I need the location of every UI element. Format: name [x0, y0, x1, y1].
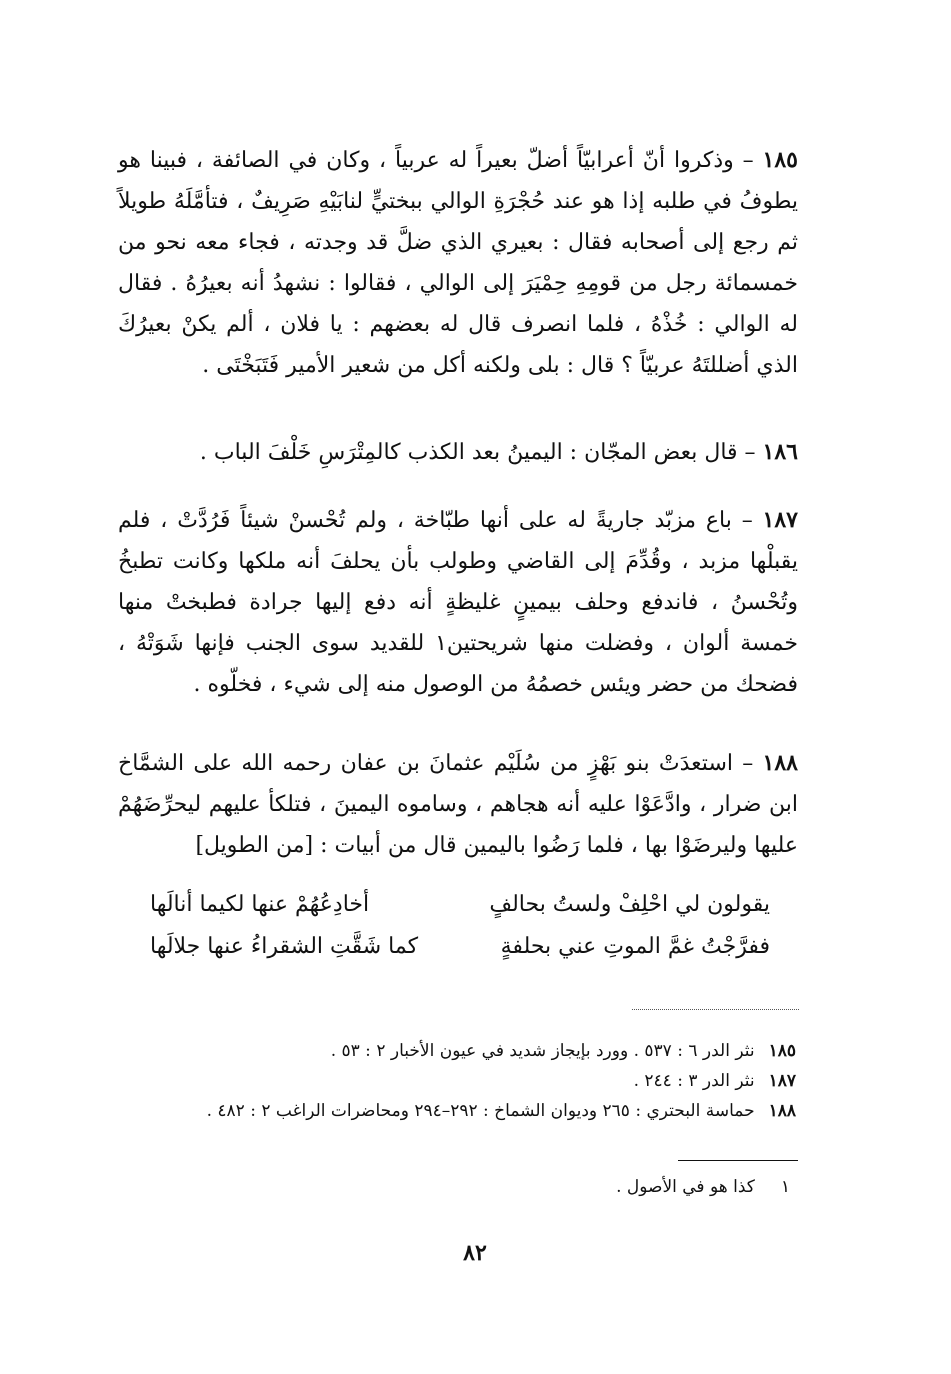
footnote-text: نثر الدر ٦ : ٥٣٧ . وورد بإيجاز شديد في عيون الأخبار ٢ : ٥٣ .: [330, 1041, 755, 1061]
source-footnotes: [120, 1036, 796, 1126]
footnote: [120, 1096, 796, 1126]
footnote-number: ١٨٧: [768, 1071, 796, 1091]
paragraph-188: [118, 743, 798, 866]
paragraph-number: ١٨٧: [762, 507, 798, 533]
verse-second-hemistich: أخادِعُهُمْ عنها لكيما أنالَها: [150, 892, 370, 917]
footnotes-divider: [632, 1009, 799, 1010]
margin-note-divider: [678, 1160, 798, 1161]
footnote-text: حماسة البحتري : ٢٦٥ وديوان الشماخ : ٢٩٢–٢٩٤ ومحاضرات الراغب ٢ : ٤٨٢ .: [206, 1101, 755, 1121]
paragraph-text: – باع مزبّد جاريةً له على أنها طبّاخة ، ولم تُحْسنْ شيئاً فَرُدَّتْ ، فلم يقبلْها مزبد ، وقُدِّمَ إلى القاضي وطولب بأن يحلفَ أنه ملكها وكانت تطبخُ وتُحْسنُ ، فاندفع وحلف بيمينٍ غليظةٍ أنه دفع إليها جرادة فطبختْ منها خمسة ألوان ، وفضلت منها شريحتين١ للقديد سوى الجنب فإنها شَوَتْهُ ، فضحك من حضر ويئس خصمُهُ من الوصول منه إلى شيء ، فخلّوه .: [118, 508, 799, 697]
verse-first-hemistich: ففرَّجْتُ غمَّ الموتِ عني بحلفةٍ: [500, 934, 770, 959]
verse-second-hemistich: كما شَقَّتِ الشقراءُ عنها جلالَها: [150, 934, 419, 959]
poem-verse: [150, 884, 770, 968]
footnote: [120, 1036, 796, 1066]
margin-note-number: ١: [780, 1177, 790, 1197]
paragraph-187: [118, 500, 798, 705]
paragraph-number: ١٨٨: [762, 750, 798, 776]
footnote-text: نثر الدر ٣ : ٢٤٤ .: [633, 1071, 755, 1091]
footnote-number: ١٨٨: [768, 1101, 796, 1121]
footnote-number: ١٨٥: [768, 1041, 796, 1061]
margin-note-text: كذا هو في الأصول .: [616, 1177, 755, 1197]
paragraph-186: [118, 432, 798, 473]
paragraph-text: – قال بعض المجّان : اليمينُ بعد الكذب كالمِتْرَسِ خَلْفَ الباب .: [199, 440, 763, 465]
paragraph-number: ١٨٦: [762, 439, 798, 465]
footnote: [120, 1066, 796, 1096]
paragraph-185: [118, 140, 798, 386]
verse-line: [150, 884, 770, 926]
paragraph-text: – استعدَتْ بنو بَهْزٍ من سُلَيْم عثمانَ بن عفان رحمه الله على الشمَّاخ ابن ضرار ، وادَّعَوْا عليه أنه هجاهم ، وساموه اليمينَ ، فتلكأ عليهم ليحرِّضَهُمْ عليها وليرضَوْا بها ، فلما رَضُوا باليمين قال من أبيات : [من الطويل]: [118, 751, 798, 858]
verse-first-hemistich: يقولون لي احْلِفْ ولستُ بحالفٍ: [489, 892, 770, 917]
page-number: ٨٢: [463, 1240, 487, 1266]
paragraph-number: ١٨٥: [762, 147, 798, 173]
verse-line: [150, 926, 770, 968]
paragraph-text: – وذكروا أنّ أعرابيّاً أضلّ بعيراً له عربياً ، وكان في الصائفة ، فبينا هو يطوفُ في طلبه إذا هو عند حُجْرَةِ الوالي ببختيٍّ لنابَيْهِ صَرِيفٌ ، فتأمَّلَهُ طويلاً ثم رجع إلى أصحابه فقال : بعيري الذي ضلَّ قد وجدته ، فجاء معه نحو من خمسمائة رجل من قومِهِ حِمْيَرَ إلى الوالي ، فقالوا : نشهدُ أنه بعيرُهُ . فقال له الوالي : خُذْهُ ، فلما انصرف قال له بعضهم : يا فلان ، ألم يكنْ بعيرُكَ الذي أضللتَهُ عربيّاً ؟ قال : بلى ولكنه أكل من شعير الأمير فَتَبَخْتَى .: [118, 148, 798, 378]
margin-note: [420, 1172, 790, 1202]
